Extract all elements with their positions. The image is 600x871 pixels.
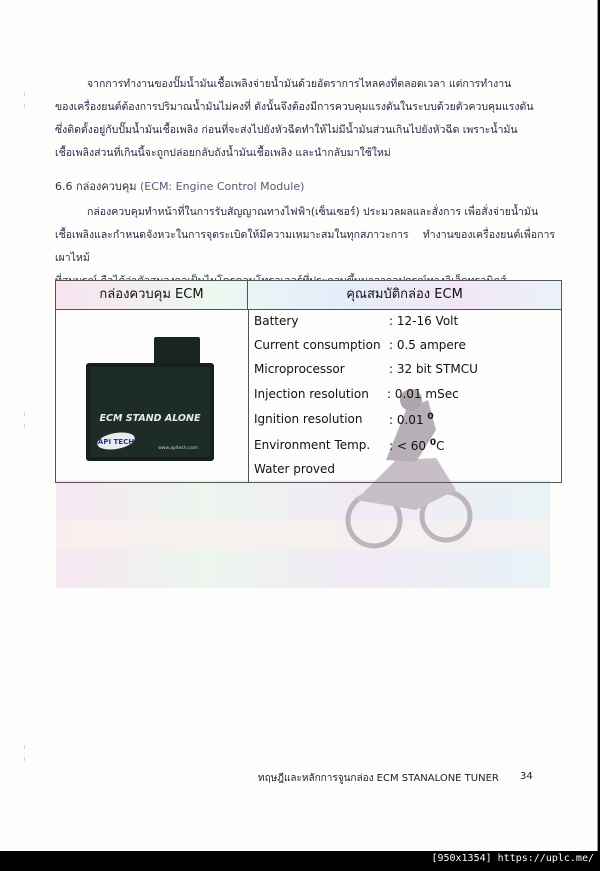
spec-value: : 12-16 Volt <box>389 314 459 328</box>
spec-label: Battery <box>254 314 299 328</box>
section-number: 6.6 <box>55 180 73 193</box>
ecm-device-image <box>86 337 214 465</box>
paragraph2-line2: เชื้อเพลิงและกำหนดจังหวะในการจุดระเบิดให้มีความเหมาะสมในทุกสภาวะการ ทำงานของเครื่องยนต์เพื่อการเผาไหม้ <box>55 229 555 264</box>
spec-label: Environment Temp. <box>254 438 371 452</box>
footer-title: ทฤษฎีและหลักการจูนกล่อง ECM STANALONE TUNER <box>258 773 499 784</box>
spec-value: : < 60 $^0$C <box>389 438 445 453</box>
page-number: 34 <box>520 771 533 782</box>
paragraph1-line3: ซึ่งติดตั้งอยู่กับปั๊มน้ำมันเชื้อเพลิง ก่อนที่จะส่งไปยังหัวฉีดทำให้ไม่มีน้ำมันส่วนเกินไปยังหัวฉีด เพราะน้ำมัน <box>55 124 518 136</box>
margin-mark: I · I <box>24 412 26 430</box>
margin-mark: I · I <box>24 92 26 110</box>
column-divider <box>248 309 249 482</box>
ecm-device-site: www.apitech.com <box>158 446 198 451</box>
spec-row <box>254 387 459 401</box>
spec-row <box>254 462 335 476</box>
spec-label: Water proved <box>254 462 336 476</box>
section-title: กล่องควบคุม <box>76 180 137 193</box>
spec-value: : 0.5 ampere <box>389 338 466 352</box>
image-caption: [950x1354] https://uplc.me/ <box>431 853 594 864</box>
margin-mark: I · I <box>24 745 26 763</box>
header-ecm-properties: คุณสมบัติกล่อง ECM <box>346 287 463 302</box>
spec-row <box>254 362 478 376</box>
spec-row <box>254 412 434 427</box>
spec-label: Microprocessor <box>254 362 345 376</box>
paragraph2-line1: กล่องควบคุมทำหน้าที่ในการรับสัญญาณทางไฟฟ้า(เซ็นเซอร์) ประมวลผลและสั่งการ เพื่อสั่งจ่ายน้ำมัน <box>87 206 539 218</box>
paragraph1-line1: จากการทำงานของปั๊มน้ำมันเชื้อเพลิงจ่ายน้ำมันด้วยอัตราการไหลคงที่ตลอดเวลา แต่การทำงาน <box>87 78 512 90</box>
spec-label: Current consumption <box>254 338 381 352</box>
spec-value: : 32 bit STMCU <box>389 362 478 376</box>
ecm-spec-table <box>55 280 562 483</box>
paragraph1-line2: ของเครื่องยนต์ต้องการปริมาณน้ำมันไม่คงที่ ดังนั้นจึงต้องมีการควบคุมแรงดันในระบบด้วยตัวควบคุมแรงดัน <box>55 101 534 113</box>
api-tech-logo: API TECH <box>97 438 135 446</box>
paragraph1-line4: เชื้อเพลิงส่วนที่เกินนี้จะถูกปล่อยกลับถังน้ำมันเชื้อเพลิง และนำกลับมาใช้ใหม่ <box>55 147 391 159</box>
section-subtitle: (ECM: Engine Control Module) <box>140 180 305 193</box>
table-header-row <box>56 281 561 310</box>
section-heading <box>55 177 304 195</box>
paragraph-fuel-pump <box>55 73 555 165</box>
ecm-device-name: ECM STAND ALONE <box>99 413 201 424</box>
spec-row <box>254 314 459 328</box>
spec-label: Ignition resolution <box>254 412 363 426</box>
spec-value: : 0.01 mSec <box>387 387 459 401</box>
spec-label: Injection resolution <box>254 387 369 401</box>
spec-row <box>254 438 445 453</box>
spec-row <box>254 338 466 352</box>
header-ecm-box: กล่องควบคุม ECM <box>56 281 248 309</box>
spec-value: : 0.01 $^0$ <box>389 412 434 427</box>
